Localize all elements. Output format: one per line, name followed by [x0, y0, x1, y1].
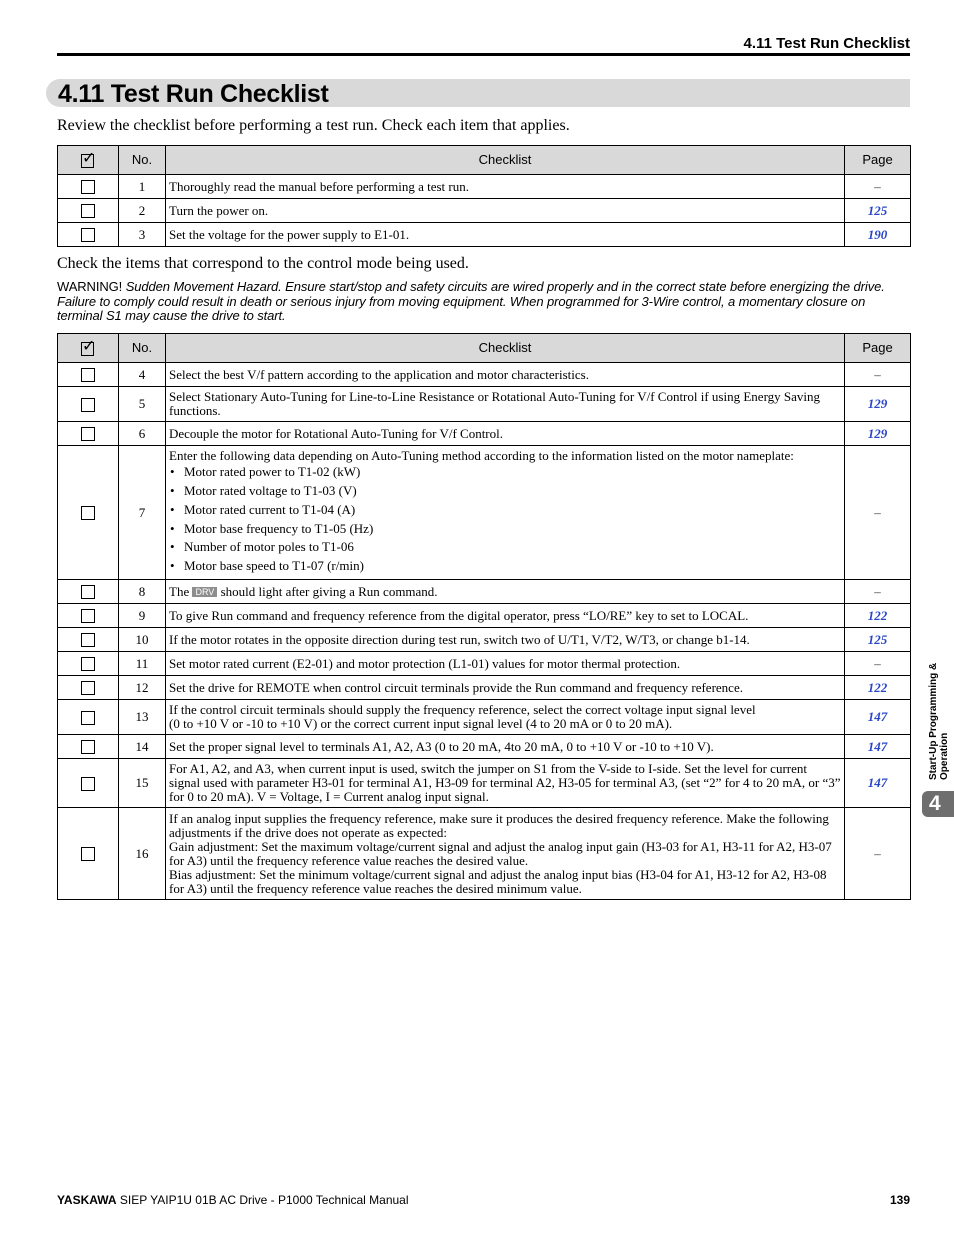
item-text: For A1, A2, and A3, when current input is used, switch the jumper on S1 from the V-side to I-side. Set the level for current signal used with parameter H3-01 for terminal A1, H3-09 for terminal A2, H3-05 for terminal A3, (set “2” for 4 to 20 mA, or “3” for 0 to 20 mA). V = Voltage, I = Current analog input signal. [166, 759, 845, 808]
list-item: • Motor rated voltage to T1-03 (V) [169, 482, 841, 501]
table-row [58, 446, 911, 580]
chapter-side-label [922, 650, 952, 780]
page-column-header: Page [845, 146, 911, 175]
item-number: 15 [119, 759, 166, 808]
item-text: Select the best V/f pattern according to the application and motor characteristics. [166, 363, 845, 387]
item-number: 11 [119, 652, 166, 676]
item-number: 8 [119, 580, 166, 604]
control-mode-text: Check the items that correspond to the control mode being used. [57, 255, 469, 272]
table-row [58, 676, 911, 700]
item-number: 1 [119, 175, 166, 199]
list-item: • Number of motor poles to T1-06 [169, 538, 841, 557]
table-row [58, 223, 911, 247]
page-link[interactable]: 129 [845, 422, 911, 446]
checklist-column-header: Checklist [166, 146, 845, 175]
page-link[interactable]: 125 [845, 628, 911, 652]
item-number: 12 [119, 676, 166, 700]
table-row [58, 604, 911, 628]
page-link[interactable]: 147 [845, 735, 911, 759]
item-page: – [845, 446, 911, 580]
table-row [58, 735, 911, 759]
check-box-icon: ✓ [82, 148, 96, 167]
list-item: • Motor rated current to T1-04 (A) [169, 501, 841, 520]
checkbox[interactable] [81, 777, 95, 791]
page-link[interactable]: 129 [845, 387, 911, 422]
chapter-side-label-text: Start-Up Programming & Operation [928, 662, 950, 780]
item-number: 9 [119, 604, 166, 628]
checkbox[interactable] [81, 398, 95, 412]
chapter-tab [922, 791, 954, 817]
item-text: Bias adjustment: Set the minimum voltage/current signal and adjust the analog input bias (H3-04 for A1, H3-12 for A2, H3-08 for A3) until the frequency reference value reaches the desired minimum value. [169, 866, 827, 896]
item-text: Set the proper signal level to terminals A1, A2, A3 (0 to 20 mA, 4to 20 mA, 0 to +10 V or -10 to +10 V). [166, 735, 845, 759]
page-link[interactable]: 190 [845, 223, 911, 247]
checkbox[interactable] [81, 228, 95, 242]
item-text-block [166, 700, 845, 735]
table-row [58, 808, 911, 900]
item-text-block [166, 580, 845, 604]
checkbox[interactable] [81, 740, 95, 754]
item-number: 10 [119, 628, 166, 652]
list-item: • Motor base frequency to T1-05 (Hz) [169, 520, 841, 539]
warning-text: Sudden Movement Hazard. Ensure start/stop and safety circuits are wired properly and in the correct state before energizing the drive. Failure to comply could result in death or serious injury from moving equipment. When programmed for 3-Wire control, a momentary closure on terminal S1 may cause the drive to start. [57, 279, 885, 323]
page-link[interactable]: 147 [845, 759, 911, 808]
item-text: Set motor rated current (E2-01) and motor protection (L1-01) values for motor thermal protection. [166, 652, 845, 676]
page-footer [57, 1193, 910, 1207]
page-link[interactable]: 125 [845, 199, 911, 223]
page-link[interactable]: 122 [845, 676, 911, 700]
page-link[interactable]: 147 [845, 700, 911, 735]
checkbox[interactable] [81, 681, 95, 695]
table-header-row [58, 334, 911, 363]
drv-indicator-badge: DRV [192, 587, 217, 597]
page-number: 139 [889, 1193, 910, 1207]
check-column-header [58, 334, 119, 363]
item-number: 14 [119, 735, 166, 759]
item-page: – [845, 652, 911, 676]
checkbox[interactable] [81, 506, 95, 520]
item-text: If the control circuit terminals should supply the frequency reference, select the correct voltage input signal level [169, 702, 756, 717]
checkbox[interactable] [81, 180, 95, 194]
item-number: 4 [119, 363, 166, 387]
list-item: • Motor base speed to T1-07 (r/min) [169, 557, 841, 576]
item-text: Turn the power on. [166, 199, 845, 223]
item-text: If an analog input supplies the frequency reference, make sure it produces the desired frequency reference. Make the following adjustments if the drive does not operate as expected: [169, 810, 829, 840]
running-header [57, 34, 910, 56]
item-number: 3 [119, 223, 166, 247]
table-row [58, 759, 911, 808]
table-row [58, 700, 911, 735]
item-text: If the motor rotates in the opposite direction during test run, switch two of U/T1, V/T2, W/T3, or change b1-14. [166, 628, 845, 652]
checkbox[interactable] [81, 609, 95, 623]
item-number: 5 [119, 387, 166, 422]
checklist-table-1 [57, 145, 911, 247]
item-number: 6 [119, 422, 166, 446]
checklist-column-header: Checklist [166, 334, 845, 363]
section-title: 4.11 Test Run Checklist [58, 80, 329, 108]
item-text-block [166, 808, 845, 900]
item-text: Set the voltage for the power supply to E1-01. [166, 223, 845, 247]
table-row [58, 199, 911, 223]
item-text: Enter the following data depending on Auto-Tuning method according to the information listed on the motor nameplate: [169, 448, 794, 464]
checkbox[interactable] [81, 711, 95, 725]
no-column-header: No. [119, 146, 166, 175]
item-page: – [845, 175, 911, 199]
item-number: 2 [119, 199, 166, 223]
no-column-header: No. [119, 334, 166, 363]
table-row [58, 580, 911, 604]
footer-document-title: SIEP YAIP1U 01B AC Drive - P1000 Technical Manual [116, 1193, 409, 1207]
list-item: • Motor rated power to T1-02 (kW) [169, 463, 841, 482]
item-text-block [166, 446, 845, 580]
warning-notice [57, 280, 913, 324]
table-header-row [58, 146, 911, 175]
checklist-table-2 [57, 333, 911, 900]
item-number: 13 [119, 700, 166, 735]
table-row [58, 363, 911, 387]
item-text-post: should light after giving a Run command. [220, 583, 438, 599]
table-row [58, 422, 911, 446]
item-page: – [845, 363, 911, 387]
warning-label: WARNING! [57, 279, 123, 294]
check-box-icon: ✓ [82, 336, 96, 355]
checkbox[interactable] [81, 585, 95, 599]
motor-data-list [169, 463, 841, 576]
table-row [58, 175, 911, 199]
item-page: – [845, 580, 911, 604]
item-text-pre: The [169, 583, 190, 599]
item-number: 7 [119, 446, 166, 580]
item-text: Decouple the motor for Rotational Auto-Tuning for V/f Control. [166, 422, 845, 446]
running-title: 4.11 Test Run Checklist [743, 35, 910, 52]
item-text: Set the drive for REMOTE when control circuit terminals provide the Run command and frequency reference. [166, 676, 845, 700]
item-text: Thoroughly read the manual before performing a test run. [166, 175, 845, 199]
chapter-tab-number: 4 [929, 792, 941, 815]
table-row [58, 652, 911, 676]
item-text: Gain adjustment: Set the maximum voltage/current signal and adjust the analog input gain (H3-03 for A1, H3-11 for A2, H3-07 for A3) until the frequency reference value reaches the desired value. [169, 838, 832, 868]
intro-text: Review the checklist before performing a test run. Check each item that applies. [57, 117, 570, 134]
footer-brand: YASKAWA [57, 1193, 117, 1207]
page-column-header: Page [845, 334, 911, 363]
check-column-header [58, 146, 119, 175]
table-row [58, 628, 911, 652]
item-page: – [845, 808, 911, 900]
page-link[interactable]: 122 [845, 604, 911, 628]
checkbox[interactable] [81, 633, 95, 647]
table-row [58, 387, 911, 422]
item-number: 16 [119, 808, 166, 900]
item-text: (0 to +10 V or -10 to +10 V) or the correct current input signal level (4 to 20 mA or 0 to 20 mA). [169, 716, 673, 731]
item-text: To give Run command and frequency reference from the digital operator, press “LO/RE” key to set to LOCAL. [166, 604, 845, 628]
checkbox[interactable] [81, 847, 95, 861]
checkbox[interactable] [81, 368, 95, 382]
checkbox[interactable] [81, 657, 95, 671]
section-heading-band [46, 79, 910, 107]
checkbox[interactable] [81, 204, 95, 218]
checkbox[interactable] [81, 427, 95, 441]
item-text: Select Stationary Auto-Tuning for Line-to-Line Resistance or Rotational Auto-Tuning for V/f Control if using Energy Saving functions. [166, 387, 845, 422]
